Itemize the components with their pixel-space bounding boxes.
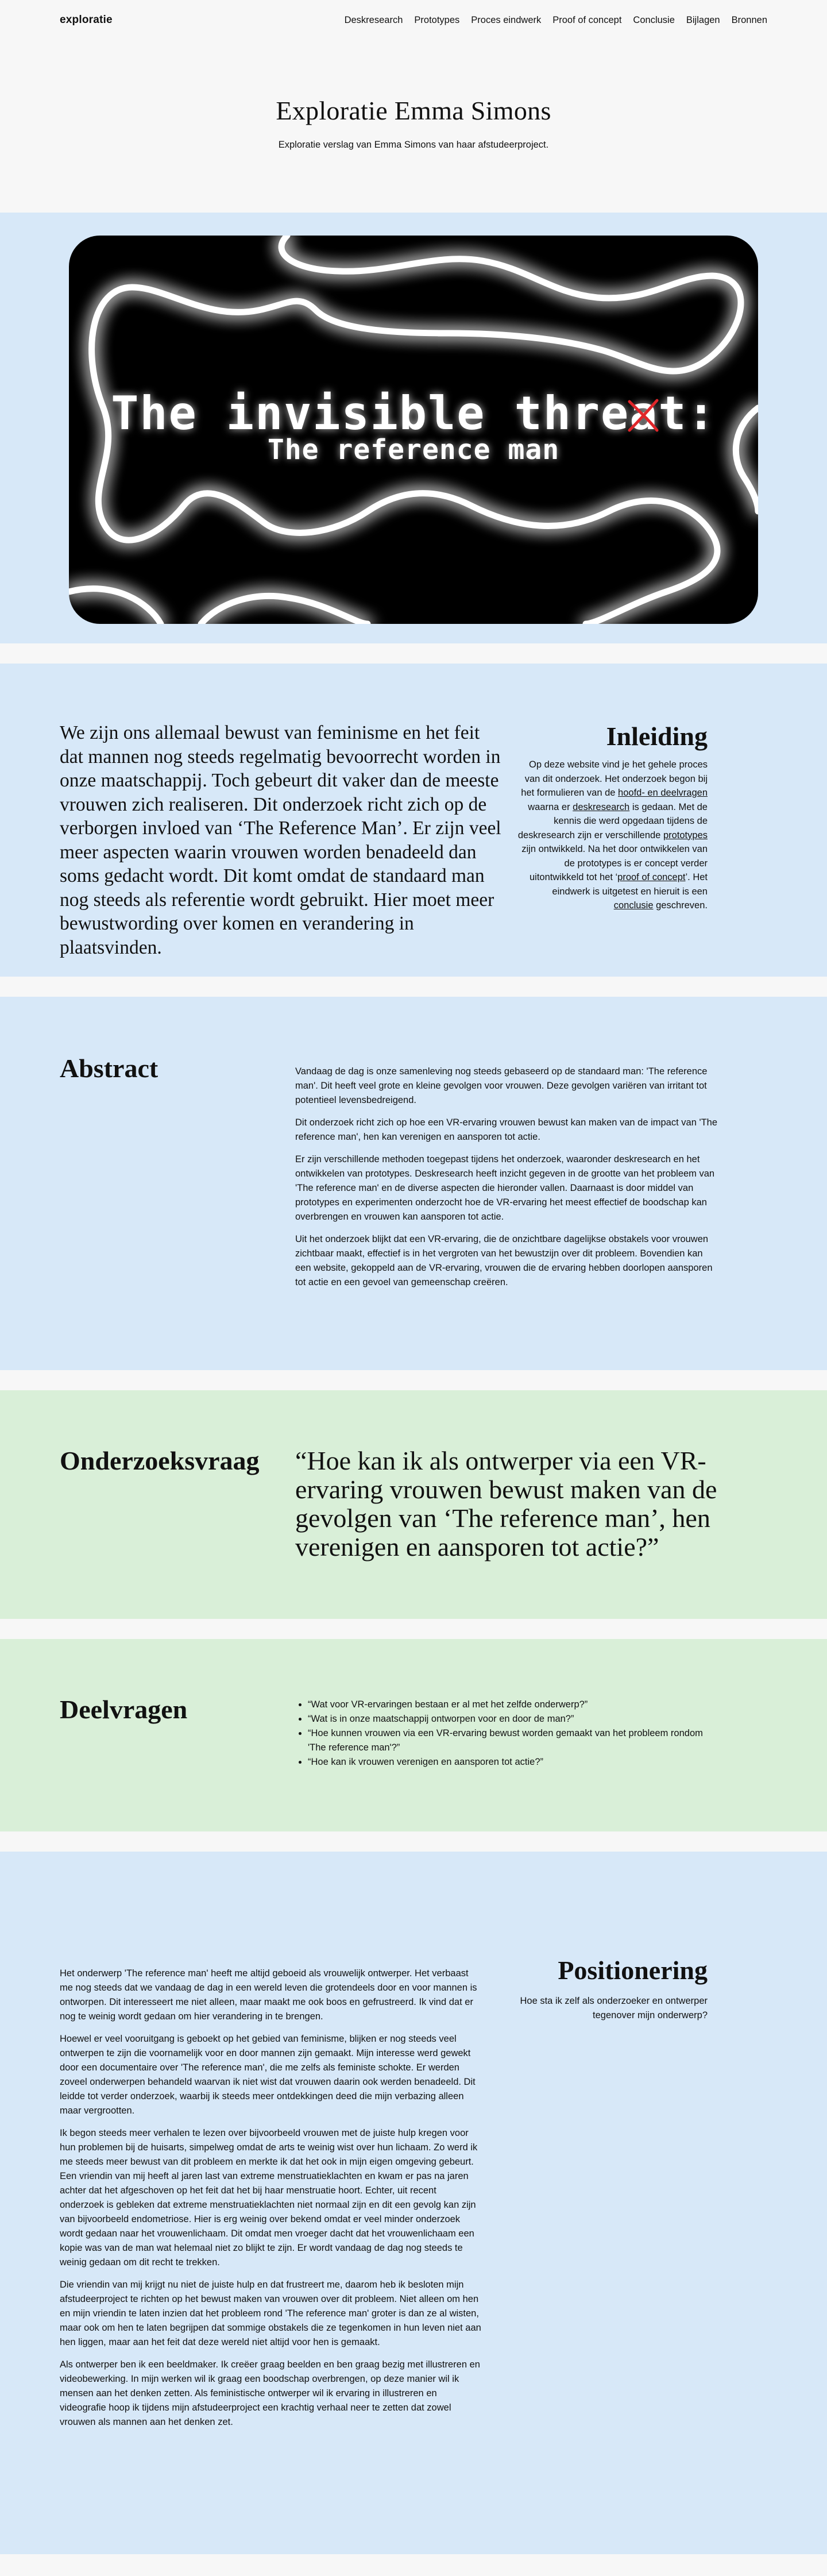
research-question-quote: “Hoe kan ik als ontwerper via een VR-ervaring vrouwen bewust maken van de gevolgen van ‘The reference man’, hen verenigen en aansporen tot actie?” [295,1446,717,1561]
abstract-section [0,997,827,1370]
nav-link-proof-of-concept[interactable]: Proof of concept [552,14,622,25]
red-cross-icon [626,398,660,433]
deelvragen-list [308,1698,710,1769]
onderzoeksvraag-section [0,1390,827,1619]
banner-section [0,213,827,643]
intro-lead-text: We zijn ons allemaal bewust van feminisme en het feit dat mannen nog steeds regelmatig bevoorrecht worden in onze maatschappij. Toch gebeurt dit vaker dan de meeste vrouwen zich realiseren. Dit onderzoek richt zich op de verborgen invloed van ‘The Reference Man’. Er zijn veel meer aspecten waarin vrouwen worden benadeeld dan soms gedacht wordt. Dit komt omdat de standaard man nog steeds als referentie wordt gebruikt. Hier moet meer bewustwording over komen en verandering in plaatsvinden. [60,722,501,958]
nav-link-proces-eindwerk[interactable]: Proces eindwerk [471,14,542,25]
positionering-body [60,1966,482,2438]
nav-link-deskresearch[interactable]: Deskresearch [344,14,403,25]
inleiding-heading: Inleiding [606,722,708,751]
main-nav [345,15,767,26]
abstract-paragraph: Uit het onderzoek blijkt dat een VR-ervaring, die de onzichtbare dagelijkse obstakels voor vrouwen zichtbaar maakt, effectief is in het vergroten van het bewustzijn over dit probleem. Bovendien kan een website, gekoppeld aan de VR-ervaring, vrouwen die de ervaring hebben doorlopen aansporen tot actie en een gevoel van gemeenschap creëren. [295,1234,713,1287]
positionering-paragraph: Als ontwerper ben ik een beeldmaker. Ik creëer graag beelden en ben graag bezig met illustreren en videobewerking. In mijn werken wil ik graag een boodschap overbrengen, op deze manier wil ik mensen aan het denken zetten. Als feministische ontwerper wil ik ervaring in illustreren en videografie hoop ik tijdens mijn afstudeerproject een krachtig verhaal neer te zetten dat zowel vrouwen als mannen aan het denken zet. [60,2359,480,2427]
abstract-paragraph: Dit onderzoek richt zich op hoe een VR-ervaring vrouwen bewust kan maken van de impact van 'The reference man', hen kan verenigen en aansporen tot actie. [295,1117,718,1142]
positionering-section [0,1852,827,2554]
nav-link-conclusie[interactable]: Conclusie [633,14,675,25]
site-logo[interactable]: exploratie [60,14,113,26]
banner-title: The invisible threat: [111,387,716,440]
link-proof-of-concept[interactable]: proof of concept [617,872,686,882]
inleiding-sidebar [512,721,708,913]
abstract-body [295,1065,718,1298]
inleiding-text: Op deze website vind je het gehele proces van dit onderzoek. Het onderzoek begon bij het formulieren van de hoofd- en deelvragen waarna er deskresearch is gedaan. Met de kennis die werd opgedaan tijdens de deskresearch zijn er verschillende prototypes zijn ontwikkeld. Na het door ontwikkelen van de prototypes is er concept verder uitontwikkeld tot het ‘proof of concept’. Het eindwerk is uitgetest en hieruit is een conclusie geschreven. [517,759,708,911]
onderzoeksvraag-heading: Onderzoeksvraag [60,1446,260,1475]
site-header [0,0,827,40]
positionering-paragraph: Hoewel er veel vooruitgang is geboekt op het gebied van feminisme, blijken er nog steeds veel ontwerpen te zijn die voornamelijk voor en door mannen zijn gemaakt. Mijn interesse werd gewekt door een documentaire over 'The reference man', die me zelfs als feministe schokte. Er werden zoveel onderwerpen behandeld waarvan ik niet wist dat vrouwen daarin ook werden benadeeld. Dit leidde tot verder onderzoek, waarbij ik steeds meer ontdekkingen deed die mijn verbazing alleen maar vergrootten. [60,2034,476,2116]
positionering-paragraph: Ik begon steeds meer verhalen te lezen over bijvoorbeeld vrouwen met de juiste hulp kregen voor hun problemen bij de huisarts, simpelweg omdat de arts te weinig wist over hun lichaam. Zo werd ik me steeds meer bewust van dit probleem en merkte ik dat het ook in mijn eigen omgeving gebeurt. Een vriendin van mij heeft al jaren last van extreme menstruatieklachten en kwam er pas na jaren achter dat het afgeschoven op het feit dat het bij haar menstruatie hoort. Echter, uit recent onderzoek is gebleken dat extreme menstruatieklachten niet normaal zijn en dit een gevolg kan zijn van bijvoorbeeld endometriose. Hier is erg weinig over bekend omdat er veel minder onderzoek wordt gedaan naar het vrouwenlichaam. Dit omdat men vroeger dacht dat het vrouwenlichaam een kopie was van de man wat helemaal niet zo blijkt te zijn. Er wordt vandaag de dag nog steeds te weinig gedaan om dit recht te trekken. [60,2128,478,2268]
banner-subtitle: The reference man [267,434,560,466]
positionering-heading: Positionering [558,1956,708,1985]
link-conclusie[interactable]: conclusie [613,900,654,911]
abstract-heading: Abstract [60,1054,159,1083]
hero [0,40,827,213]
positionering-paragraph: Die vriendin van mij krijgt nu niet de juiste hulp en dat frustreert me, daarom heb ik besloten mijn afstudeerproject te richten op het bewust maken van vrouwen over dit probleem. Niet alleen om hen en mijn vriendin te laten inzien dat het probleem rond 'The reference man' groter is dan ze al wisten, maar ook om hen te laten begrijpen dat sommige obstakels die ze tegenkomen in hun leven niet aan hen liggen, maar aan het feit dat deze wereld niet altijd voor hen is gemaakt. [60,2280,481,2347]
link-hoofd-deelvragen[interactable]: hoofd- en deelvragen [618,788,708,798]
deelvragen-section [0,1639,827,1831]
abstract-paragraph: Er zijn verschillende methoden toegepast tijdens het onderzoek, waaronder deskresearch en het ontwikkelen van prototypes. Deskresearch heeft inzicht gegeven in de grootte van het probleem van 'The reference man' en de diverse aspecten die hieronder vallen. Daarnaast is door middel van prototypes en experimenten onderzocht hoe de VR-ervaring het meest effectief de boodschap kan overbrengen en vrouwen kan aansporen tot actie. [295,1154,715,1222]
list-item: • “Hoe kan ik vrouwen verenigen en aansporen tot actie?” [308,1755,710,1769]
nav-link-prototypes[interactable]: Prototypes [414,14,460,25]
banner-image [69,236,758,624]
link-deskresearch[interactable]: deskresearch [573,801,630,812]
page-title: Exploratie Emma Simons [276,96,551,125]
deelvragen-heading: Deelvragen [60,1695,188,1724]
list-item: • “Wat is in onze maatschappij ontworpen voor en door de man?” [308,1712,710,1726]
nav-link-bronnen[interactable]: Bronnen [731,14,767,25]
list-item: • “Wat voor VR-ervaringen bestaan er al met het zelfde onderwerp?” [308,1698,710,1712]
abstract-paragraph: Vandaag de dag is onze samenleving nog steeds gebaseerd op de standaard man: 'The reference man'. Dit heeft veel grote en kleine gevolgen voor vrouwen. Deze gevolgen variëren van irritant tot potentieel levensbedreigend. [295,1066,708,1105]
link-prototypes[interactable]: prototypes [663,830,708,840]
list-item: • “Hoe kunnen vrouwen via een VR-ervaring bewust worden gemaakt van het probleem rondom 'The reference man'?” [308,1726,710,1755]
inleiding-section [0,664,827,977]
page-subtitle: Exploratie verslag van Emma Simons van haar afstudeerproject. [278,140,549,150]
positionering-sidebar [489,1955,708,2023]
positionering-paragraph: Het onderwerp 'The reference man' heeft me altijd geboeid als vrouwelijk ontwerper. Het verbaast me nog steeds dat we vandaag de dag in een wereld leven die grotendeels door en voor mannen is ontworpen. Dit interesseert me niet alleen, maar maakt me ook boos en gefrustreerd. Ik vind dat er nog te weinig wordt gedaan om hier verandering in te brengen. [60,1968,477,2022]
nav-link-bijlagen[interactable]: Bijlagen [686,14,720,25]
positionering-subheading: Hoe sta ik zelf als onderzoeker en ontwerper tegenover mijn onderwerp? [520,1996,708,2020]
